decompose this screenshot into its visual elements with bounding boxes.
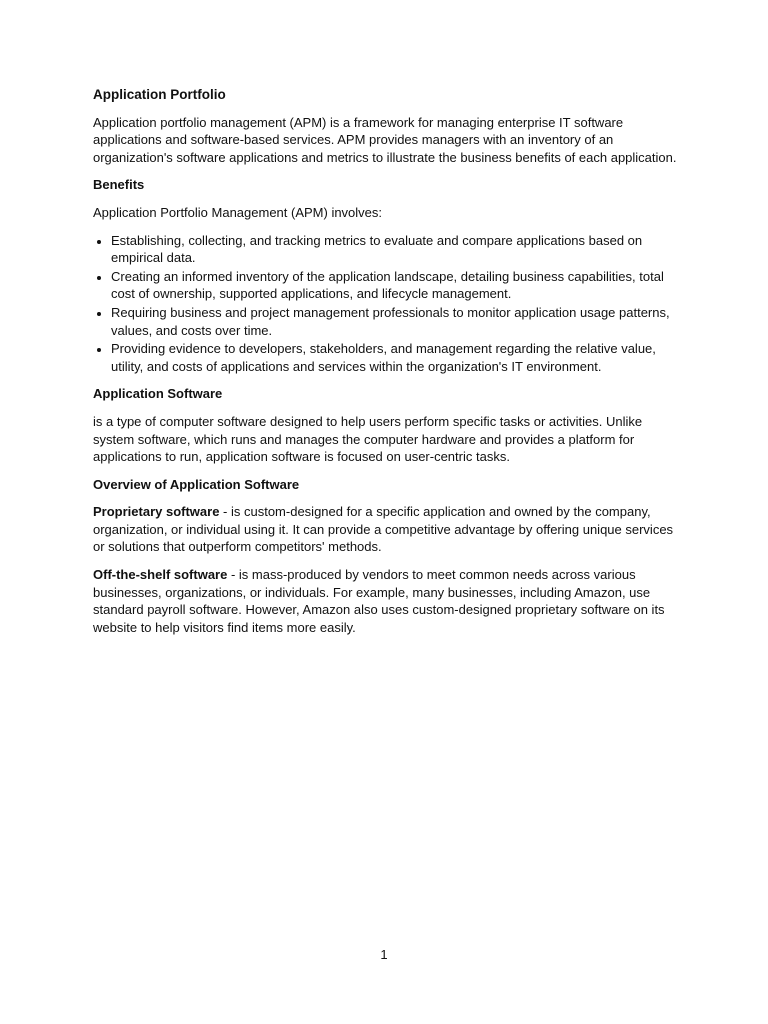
benefits-list — [93, 232, 683, 376]
document-title: Application Portfolio — [93, 87, 226, 102]
overview-heading: Overview of Application Software — [93, 476, 300, 492]
intro-paragraph: Application portfolio management (APM) is a framework for managing enterprise IT software applications and software-based services. APM provides managers with an inventory of an organization's software applications and metrics to illustrate the business benefits of each application. — [93, 114, 677, 165]
application-software-paragraph: is a type of computer software designed to help users perform specific tasks or activities. Unlike system software, which runs and manages the computer hardware and provides a platform for applications to run, application software is focused on user-centric tasks. — [93, 413, 643, 465]
benefits-lead: Application Portfolio Management (APM) involves: — [93, 204, 383, 220]
offshelf-text: - is mass-produced by vendors to meet common needs across various businesses, organizations, or individuals. For example, many businesses, including Amazon, use standard payroll software. However, Amazon also uses custom-designed proprietary software on its website to help visitors find items more easily. — [93, 567, 665, 635]
offshelf-paragraph — [93, 566, 683, 636]
document-page — [93, 86, 683, 646]
proprietary-paragraph — [93, 503, 683, 556]
list-item: • Requiring business and project management professionals to monitor application usage patterns, values, and costs over time. — [111, 304, 683, 339]
benefits-heading: Benefits — [93, 177, 145, 193]
offshelf-term: Off-the-shelf software — [93, 567, 228, 583]
list-item: • Providing evidence to developers, stakeholders, and management regarding the relative value, utility, and costs of applications and services within the organization's IT environment. — [111, 340, 683, 375]
list-item: • Establishing, collecting, and tracking metrics to evaluate and compare applications based on empirical data. — [111, 232, 683, 267]
list-item: • Creating an informed inventory of the application landscape, detailing business capabilities, total cost of ownership, supported applications, and lifecycle management. — [111, 268, 683, 303]
application-software-heading: Application Software — [93, 386, 223, 402]
proprietary-text: - is custom-designed for a specific application and owned by the company, organization, or individual using it. It can provide a competitive advantage by offering unique services or solutions that outperform competitors' methods. — [93, 504, 674, 555]
page-number: 1 — [380, 947, 388, 962]
proprietary-term: Proprietary software — [93, 504, 220, 520]
